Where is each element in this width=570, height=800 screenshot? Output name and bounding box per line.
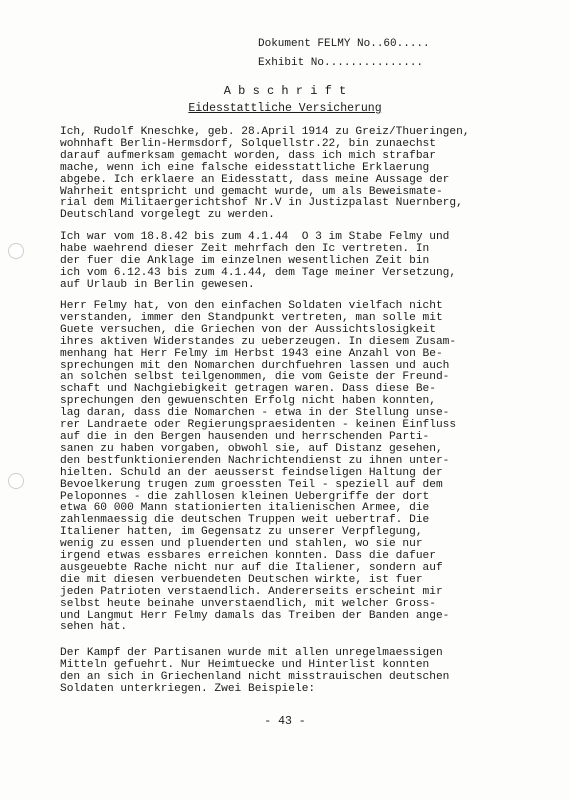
text-line: Mitteln gefuehrt. Nur Heimtuecke und Hinterlist konnten — [60, 658, 430, 671]
text-line: jeden Patrioten verstaendlich. Andererseits erscheint mir — [60, 585, 443, 598]
text-line: den bestfunktionierenden Nachrichtendienst zu ihnen unter- — [60, 454, 450, 467]
document-number: Dokument FELMY No..60..... — [258, 38, 430, 50]
text-line: rer Landraete oder Regierungspraesidenten - keinen Einfluss — [60, 419, 457, 432]
text-line: habe waehrend dieser Zeit mehrfach den Ic vertreten. In — [60, 242, 430, 255]
text-line: sprechungen mit den Nomarchen durchfuehren lassen und auch — [60, 359, 450, 372]
text-line: auf die in den Bergen hausenden und herrschenden Parti- — [60, 430, 430, 443]
text-line: Wahrheit entspricht und gemacht wurde, um als Beweismate- — [60, 185, 443, 198]
punch-hole — [8, 243, 24, 259]
subtitle-text: Eidesstattliche Versicherung — [188, 102, 382, 115]
page-number: - 43 - — [264, 715, 306, 728]
paragraph — [60, 232, 530, 292]
text-line: Soldaten unterkriegen. Zwei Beispiele: — [60, 682, 316, 695]
text-line: ausgeuebte Rache nicht nur auf die Italiener, sondern auf — [60, 561, 443, 574]
text-line: irgend etwas essbares erreichen konnten. Dass die dafuer — [60, 550, 436, 563]
text-line: Herr Felmy hat, von den einfachen Soldaten vielfach nicht — [60, 300, 443, 312]
text-line: Italiener hatten, im Gegensatz zu unserer Verpflegung, — [60, 526, 423, 539]
text-line: etwa 60 000 Mann stationierten italienischen Armee, die — [60, 502, 430, 515]
text-line: zahlenmaessig die deutschen Truppen weit uebertraf. Die — [60, 514, 430, 527]
paragraph — [60, 648, 530, 696]
text-line: abgebe. Ich erklaere an Eidesstatt, dass meine Aussage der — [60, 173, 450, 186]
text-line: Deutschland vorgelegt zu werden. — [60, 209, 275, 222]
exhibit-number: Exhibit No............... — [258, 57, 424, 69]
text-line: und Langmut Herr Felmy damals das Treiben der Banden ange- — [60, 609, 450, 622]
document-subtitle — [0, 102, 570, 115]
text-line: lag daran, dass die Nomarchen - etwa in der Stellung unse- — [60, 407, 450, 420]
text-line: Der Kampf der Partisanen wurde mit allen unregelmaessigen — [60, 647, 443, 659]
text-line: hielten. Schuld an der aeusserst feindseligen Haltung der — [60, 466, 443, 479]
text-line: schaft und Nachgiebigkeit getragen waren. Dass diese Be- — [60, 383, 436, 396]
text-line: rial dem Militaergerichtshof Nr.V in Justizpalast Nuernberg, — [60, 197, 463, 210]
text-line: auf Urlaub in Berlin gewesen. — [60, 278, 255, 291]
text-line: wohnhaft Berlin-Hermsdorf, Solquellstr.22, bin zunaechst — [60, 137, 436, 150]
document-title: A b s c h r i f t — [223, 84, 347, 98]
text-line: Ich war vom 18.8.42 bis zum 4.1.44 O 3 im Stabe Felmy und — [60, 231, 450, 243]
text-line: Ich, Rudolf Kneschke, geb. 28.April 1914 zu Greiz/Thueringen, — [60, 126, 470, 138]
text-line: ich vom 6.12.43 bis zum 4.1.44, dem Tage meiner Versetzung, — [60, 266, 457, 279]
text-line: sehen hat. — [60, 621, 128, 634]
text-line: an solchen selbst teilgenommen, die vom Geiste der Freund- — [60, 371, 450, 384]
text-line: Bevoelkerung trugen zum groessten Teil - speziell auf dem — [60, 478, 443, 491]
paragraph — [60, 301, 530, 634]
text-line: verstanden, immer den Standpunkt vertreten, man solle mit — [60, 311, 443, 324]
text-line: Peloponnes - die zahllosen kleinen Uebergriffe der dort — [60, 490, 430, 503]
text-line: der fuer die Anklage im einzelnen wesentlichen Zeit bin — [60, 254, 430, 267]
text-line: Guete versuchen, die Griechen von der Aussichtslosigkeit — [60, 323, 436, 336]
text-line: die mit diesen verbuendeten Deutschen wirkte, ist fuer — [60, 573, 423, 586]
text-line: menhang hat Herr Felmy im Herbst 1943 eine Anzahl von Be- — [60, 347, 443, 360]
text-line: sanen zu haben vorgaben, obwohl sie, auf Distanz gesehen, — [60, 442, 443, 455]
text-line: wenig zu essen und pluenderten und stahlen, wo sie nur — [60, 538, 423, 551]
text-line: sprechungen den gewuenschten Erfolg nicht haben konnten, — [60, 395, 436, 408]
text-line: selbst heute beinahe unverstaendlich, mit welcher Gross- — [60, 597, 436, 610]
paragraph — [60, 127, 530, 222]
text-line: ihres aktiven Widerstandes zu ueberzeugen. In diesem Zusam- — [60, 335, 457, 348]
text-line: mache, wenn ich eine falsche eidesstattliche Erklaerung — [60, 161, 430, 174]
punch-hole — [8, 473, 24, 489]
text-line: darauf aufmerksam gemacht worden, dass ich mich strafbar — [60, 149, 436, 162]
text-line: den an sich in Griechenland nicht misstrauischen deutschen — [60, 670, 450, 683]
